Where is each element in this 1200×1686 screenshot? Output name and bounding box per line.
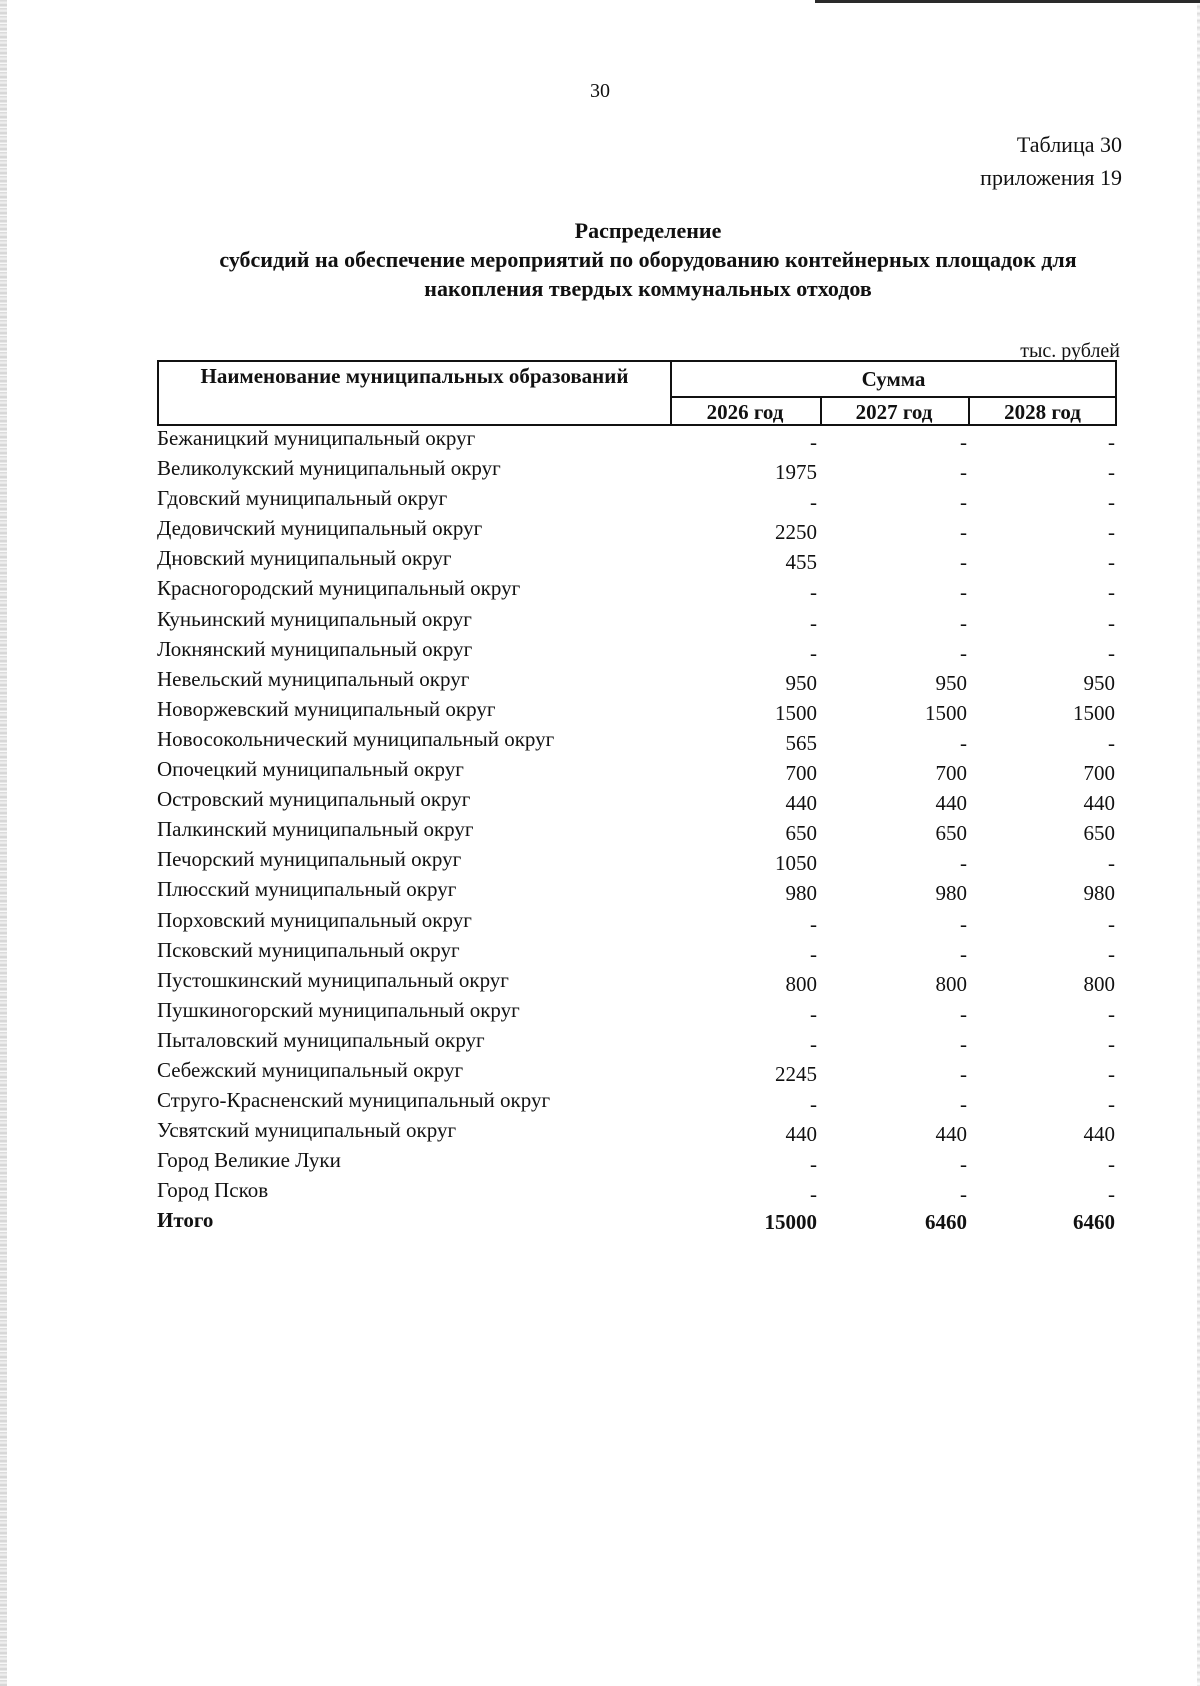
- value-2026: 2250: [775, 520, 817, 545]
- total-label: Итого: [157, 1208, 214, 1233]
- value-2027: -: [960, 460, 967, 485]
- total-2028: 6460: [1073, 1210, 1115, 1235]
- table-row: [157, 1086, 1117, 1116]
- table-header: [157, 360, 1117, 426]
- value-2026: -: [810, 430, 817, 454]
- value-2028: 1500: [1073, 700, 1115, 725]
- value-2026: -: [810, 1031, 817, 1056]
- value-2028: 440: [1083, 1122, 1115, 1147]
- value-2028: 700: [1083, 761, 1115, 786]
- header-divider: [670, 396, 1115, 398]
- value-2027: 800: [935, 971, 967, 996]
- value-2027: -: [960, 911, 967, 936]
- value-2028: 950: [1083, 670, 1115, 695]
- value-2028: -: [1108, 851, 1115, 876]
- municipality-name: Великолукский муниципальный округ: [157, 456, 501, 481]
- table-row: [157, 936, 1117, 966]
- municipality-name: Дновский муниципальный округ: [157, 546, 452, 571]
- municipality-name: Опочецкий муниципальный округ: [157, 757, 464, 782]
- table-row: [157, 605, 1117, 635]
- value-2027: 950: [935, 670, 967, 695]
- value-2026: -: [810, 610, 817, 635]
- value-2027: 440: [935, 791, 967, 816]
- value-2028: -: [1108, 550, 1115, 575]
- total-2027: 6460: [925, 1210, 967, 1235]
- value-2026: 700: [785, 761, 817, 786]
- value-2026: -: [810, 1182, 817, 1207]
- table-row: [157, 1146, 1117, 1176]
- table-row: [157, 1056, 1117, 1086]
- value-2026: 950: [785, 670, 817, 695]
- value-2028: 800: [1083, 971, 1115, 996]
- value-2027: -: [960, 490, 967, 515]
- value-2028: -: [1108, 730, 1115, 755]
- municipality-name: Плюсский муниципальный округ: [157, 877, 457, 902]
- municipality-name: Красногородский муниципальный округ: [157, 576, 521, 601]
- value-2027: -: [960, 1061, 967, 1086]
- title-line3: накопления твердых коммунальных отходов: [424, 276, 872, 301]
- header-municipality-name: Наименование муниципальных образований: [200, 364, 629, 388]
- value-2028: 440: [1083, 791, 1115, 816]
- value-2027: -: [960, 941, 967, 966]
- table-reference: [980, 128, 1122, 194]
- value-2027: -: [960, 1001, 967, 1026]
- value-2026: -: [810, 1001, 817, 1026]
- value-2026: 650: [785, 821, 817, 846]
- value-2026: 565: [785, 730, 817, 755]
- value-2027: -: [960, 580, 967, 605]
- value-2026: 1050: [775, 851, 817, 876]
- municipality-name: Бежаницкий муниципальный округ: [157, 426, 476, 450]
- scan-top-line: [815, 0, 1200, 3]
- value-2026: -: [810, 1092, 817, 1117]
- value-2028: -: [1108, 460, 1115, 485]
- document-title: [148, 216, 1148, 303]
- table-row: [157, 996, 1117, 1026]
- table-ref-line1: Таблица 30: [1016, 132, 1122, 157]
- value-2026: -: [810, 490, 817, 515]
- value-2028: -: [1108, 430, 1115, 454]
- table-row: [157, 755, 1117, 785]
- value-2027: -: [960, 1152, 967, 1177]
- table-row: [157, 635, 1117, 665]
- scan-edge-left: [0, 0, 7, 1686]
- value-2026: -: [810, 580, 817, 605]
- municipality-name: Усвятский муниципальный округ: [157, 1118, 457, 1143]
- value-2028: -: [1108, 580, 1115, 605]
- value-2027: -: [960, 730, 967, 755]
- table-row: [157, 785, 1117, 815]
- value-2028: -: [1108, 610, 1115, 635]
- municipality-name: Новосокольнический муниципальный округ: [157, 726, 555, 751]
- table-row: [157, 725, 1117, 755]
- municipality-name: Пушкиногорский муниципальный округ: [157, 997, 520, 1022]
- value-2026: 2245: [775, 1061, 817, 1086]
- table-row: [157, 514, 1117, 544]
- value-2026: -: [810, 911, 817, 936]
- value-2027: 650: [935, 821, 967, 846]
- municipality-name: Печорский муниципальный округ: [157, 847, 462, 872]
- table-row: [157, 484, 1117, 514]
- value-2026: 1500: [775, 700, 817, 725]
- header-year-2026: 2026 год: [706, 400, 784, 424]
- page-number: 30: [590, 80, 610, 102]
- table-row: [157, 1116, 1117, 1146]
- total-row: [157, 1206, 1117, 1236]
- value-2028: -: [1108, 1061, 1115, 1086]
- table-row: [157, 424, 1117, 454]
- table-row: [157, 1026, 1117, 1056]
- value-2026: 1975: [775, 460, 817, 485]
- value-2028: 650: [1083, 821, 1115, 846]
- value-2028: -: [1108, 490, 1115, 515]
- municipality-name: Новоржевский муниципальный округ: [157, 696, 496, 721]
- municipality-name: Дедовичский муниципальный округ: [157, 516, 483, 541]
- header-sum: Сумма: [861, 367, 926, 391]
- value-2026: 440: [785, 1122, 817, 1147]
- header-year-2028: 2028 год: [1004, 400, 1081, 424]
- municipality-name: Город Псков: [157, 1178, 269, 1203]
- municipality-name: Гдовский муниципальный округ: [157, 486, 448, 511]
- table-row: [157, 665, 1117, 695]
- table-row: [157, 1176, 1117, 1206]
- table-row: [157, 454, 1117, 484]
- value-2027: -: [960, 851, 967, 876]
- value-2027: -: [960, 1092, 967, 1117]
- municipality-name: Псковский муниципальный округ: [157, 937, 460, 962]
- value-2027: -: [960, 550, 967, 575]
- units-label: тыс. рублей: [1020, 340, 1120, 362]
- value-2026: -: [810, 640, 817, 665]
- value-2028: -: [1108, 941, 1115, 966]
- title-line2: субсидий на обеспечение мероприятий по оборудованию контейнерных площадок для: [219, 247, 1077, 272]
- value-2028: -: [1108, 1092, 1115, 1117]
- table-body: [157, 424, 1117, 1237]
- value-2027: -: [960, 1182, 967, 1207]
- municipality-name: Струго-Красненский муниципальный округ: [157, 1088, 551, 1113]
- value-2028: -: [1108, 1031, 1115, 1056]
- value-2027: -: [960, 520, 967, 545]
- table-row: [157, 695, 1117, 725]
- table-row: [157, 906, 1117, 936]
- table-row: [157, 574, 1117, 604]
- value-2028: -: [1108, 520, 1115, 545]
- value-2026: -: [810, 1152, 817, 1177]
- value-2028: -: [1108, 1001, 1115, 1026]
- municipality-name: Пыталовский муниципальный округ: [157, 1027, 485, 1052]
- value-2026: 455: [785, 550, 817, 575]
- municipality-name: Островский муниципальный округ: [157, 787, 471, 812]
- value-2028: -: [1108, 640, 1115, 665]
- municipality-name: Куньинский муниципальный округ: [157, 606, 472, 631]
- total-2026: 15000: [764, 1210, 817, 1235]
- municipality-name: Город Великие Луки: [157, 1148, 341, 1173]
- value-2027: 440: [935, 1122, 967, 1147]
- value-2026: 980: [785, 881, 817, 906]
- value-2027: -: [960, 640, 967, 665]
- table-row: [157, 544, 1117, 574]
- municipality-name: Себежский муниципальный округ: [157, 1057, 464, 1082]
- value-2028: -: [1108, 911, 1115, 936]
- table-row: [157, 875, 1117, 905]
- municipality-name: Невельский муниципальный округ: [157, 666, 470, 691]
- value-2027: -: [960, 430, 967, 454]
- table-row: [157, 966, 1117, 996]
- table-row: [157, 845, 1117, 875]
- value-2028: -: [1108, 1152, 1115, 1177]
- header-year-2027: 2027 год: [855, 400, 933, 424]
- value-2028: -: [1108, 1182, 1115, 1207]
- table-row: [157, 815, 1117, 845]
- value-2027: 700: [935, 761, 967, 786]
- value-2027: 1500: [925, 700, 967, 725]
- value-2028: 980: [1083, 881, 1115, 906]
- value-2027: -: [960, 1031, 967, 1056]
- value-2027: 980: [935, 881, 967, 906]
- value-2026: 440: [785, 791, 817, 816]
- value-2026: 800: [785, 971, 817, 996]
- municipality-name: Порховский муниципальный округ: [157, 907, 472, 932]
- municipality-name: Пустошкинский муниципальный округ: [157, 967, 509, 992]
- table-ref-line2: приложения 19: [980, 165, 1122, 190]
- value-2026: -: [810, 941, 817, 966]
- title-line1: Распределение: [574, 218, 722, 243]
- municipality-name: Локнянский муниципальный округ: [157, 636, 473, 661]
- value-2027: -: [960, 610, 967, 635]
- municipality-name: Палкинский муниципальный округ: [157, 817, 474, 842]
